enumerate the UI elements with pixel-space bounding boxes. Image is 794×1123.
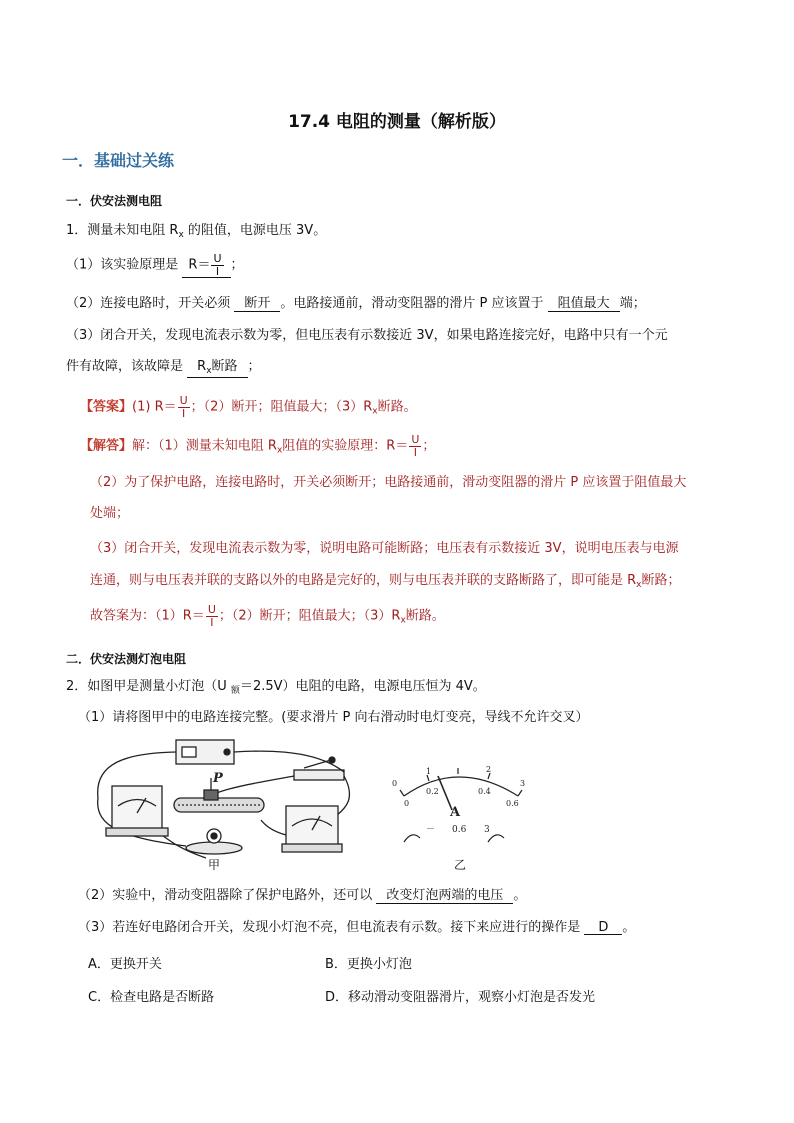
- analysis-line-5: 连通，则与电压表并联的支路以外的电路是完好的，则与电压表并联的支路断路了，即可能是 $R_x$断路；: [90, 573, 681, 590]
- option-c: C．检查电路是否断路: [88, 990, 215, 1005]
- svg-text:1: 1: [426, 767, 432, 776]
- answer-blank: 阻值最大: [548, 297, 620, 312]
- circuit-figure: [86, 738, 546, 878]
- lamp-icon: [186, 842, 242, 854]
- answer-blank: D: [584, 921, 622, 935]
- subsection-heading-2: 二．伏安法测灯泡电阻: [66, 652, 187, 666]
- answer-blank: 改变灯泡两端的电压: [376, 889, 513, 904]
- subsection-heading-1: 一．伏安法测电阻: [66, 194, 163, 208]
- ammeter-bottom-scale: [404, 787, 519, 808]
- question-1-part-1: （1）该实验原理是 R＝ $\frac{U}{I}$ ；: [66, 252, 244, 278]
- figure-circuit-jia: [98, 740, 350, 858]
- ammeter-icon-jia: [286, 806, 338, 846]
- figure-caption-jia: 甲: [208, 858, 221, 872]
- question-1-part-3-line-2: 件有故障，该故障是 $R_x$断路 ；: [66, 359, 261, 376]
- analysis-line-2: （2）为了保护电路，连接电路时，开关必须断开；电路接通前，滑动变阻器的滑片 P 应该置于阻值最大: [90, 475, 687, 490]
- svg-text:3: 3: [484, 825, 490, 835]
- section-heading: 一．基础过关练: [62, 151, 175, 170]
- ammeter-unit: A: [450, 805, 461, 820]
- svg-text:0.6: 0.6: [452, 825, 467, 835]
- svg-text:0.6: 0.6: [506, 799, 519, 808]
- figure-caption-yi: 乙: [454, 858, 467, 872]
- analysis-line-3: 处端；: [90, 506, 130, 521]
- svg-text:0: 0: [404, 799, 410, 808]
- svg-text:3: 3: [520, 779, 526, 788]
- question-2-stem: 2．如图甲是测量小灯泡（U $_额$＝2.5V）电阻的电路，电源电压恒为 4V。: [66, 679, 486, 696]
- answer-line: 【答案】(1) R＝ $\frac{U}{I}$ ；（2）断开；阻值最大；$(3)R_x$断路。: [80, 394, 417, 420]
- ammeter-terminals: [426, 825, 490, 835]
- analysis-line-4: （3）闭合开关，发现电流表示数为零，说明电路可能断路；电压表有示数接近 3V，说明电压表与电源: [90, 541, 679, 556]
- option-d: D．移动滑动变阻器滑片，观察小灯泡是否发光: [325, 990, 596, 1005]
- answer-blank: 断开: [234, 297, 280, 312]
- option-b: B．更换小灯泡: [325, 957, 412, 972]
- page-title: 17.4 电阻的测量（解析版）: [288, 112, 506, 132]
- question-2-part-1: （1）请将图甲中的电路连接完整。(要求滑片 P 向右滑动时电灯变亮，导线不允许交叉）: [78, 710, 589, 725]
- answer-blank: R＝ $\frac{U}{I}$: [182, 253, 230, 278]
- slider-label: P: [213, 771, 223, 786]
- svg-text:2: 2: [486, 765, 492, 774]
- answer-blank: $R_x$断路: [187, 360, 247, 378]
- option-a: A．更换开关: [88, 957, 162, 972]
- question-1-stem: 1．测量未知电阻 $R_x$ 的阻值，电源电压 3V。: [66, 223, 327, 240]
- question-2-part-2: （2）实验中，滑动变阻器除了保护电路外，还可以 改变灯泡两端的电压 。: [78, 888, 527, 903]
- question-2-part-3: （3）若连好电路闭合开关，发现小灯泡不亮，但电流表有示数。接下来应进行的操作是 D 。: [78, 920, 636, 935]
- switch-icon: [294, 770, 344, 780]
- question-1-part-3-line-1: （3）闭合开关，发现电流表示数为零，但电压表有示数接近 3V，如果电路连接完好，电路中只有一个元: [66, 328, 668, 343]
- analysis-line-1: 【解答】解：（1）测量未知电阻 $R_x$阻值的实验原理：R＝ $\frac{U}{I}$ ；: [80, 433, 436, 459]
- svg-text:0.2: 0.2: [426, 787, 439, 796]
- question-1-part-2: （2）连接电路时，开关必须 断开 。电路接通前，滑动变阻器的滑片 P 应该置于 阻值最大 端；: [66, 296, 646, 311]
- svg-text:0.4: 0.4: [478, 787, 491, 796]
- svg-text:0: 0: [392, 779, 398, 788]
- voltmeter-icon: [112, 786, 162, 830]
- svg-text:－: －: [426, 825, 436, 835]
- analysis-line-6: 故答案为：（1）R＝ $\frac{U}{I}$ ；（2）断开；阻值最大；$(3)R_x$断路。: [90, 603, 445, 629]
